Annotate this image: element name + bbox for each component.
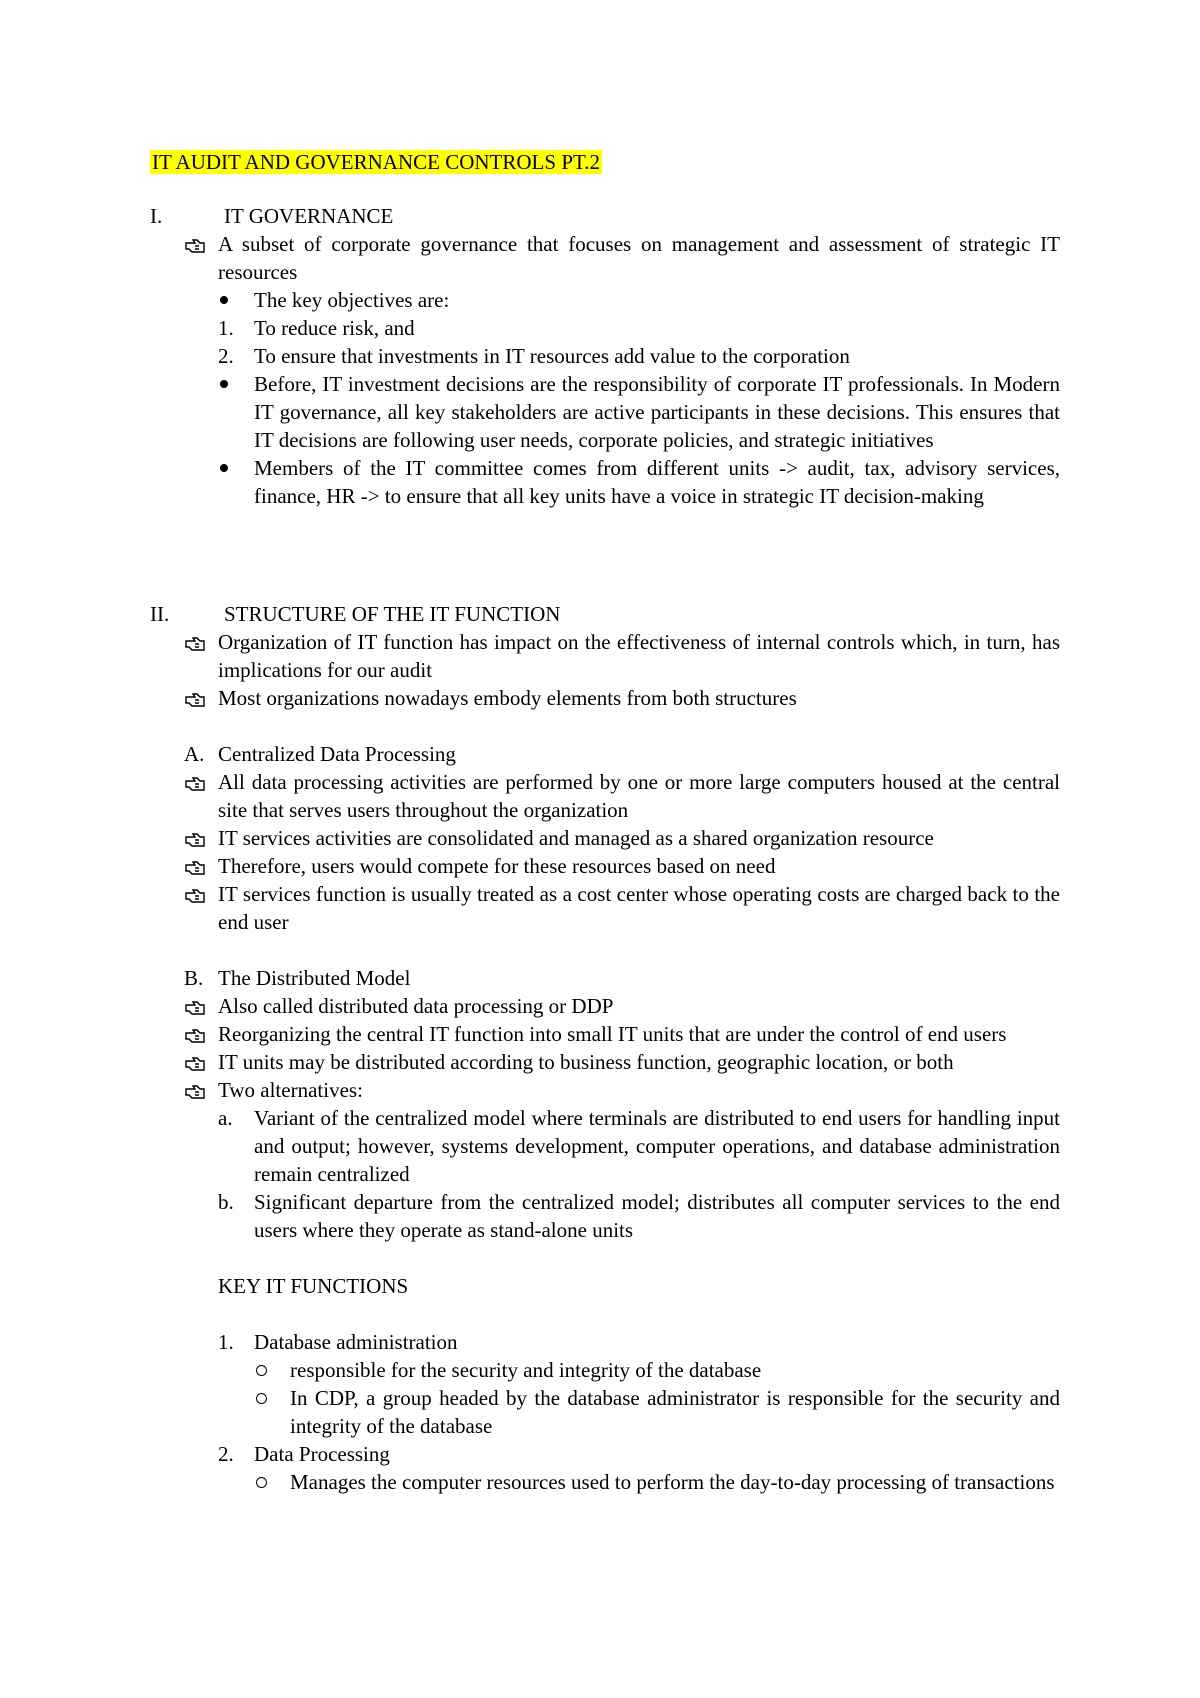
pointing-hand-icon [184,998,206,1016]
pointing-item [184,992,1060,1020]
bullet-item [218,370,1060,454]
pointing-hand-icon [184,1054,206,1072]
section-structure-it-function [150,600,1060,1496]
item-text: Therefore, users would compete for these resources based on need [218,854,776,878]
pointing-item [184,768,1060,824]
pointing-item [184,230,1060,286]
section-number: I. [150,204,163,228]
item-text: In CDP, a group headed by the database administrator is responsible for the security and integrity of the database [290,1386,1060,1438]
subsection-letter: A. [184,742,205,766]
item-text: Most organizations nowadays embody elements from both structures [218,686,797,710]
subsection-heading [184,964,1060,992]
pointing-hand-icon [184,1026,206,1044]
bullet-item [218,286,1060,314]
document-title: IT AUDIT AND GOVERNANCE CONTROLS PT.2 [152,150,601,174]
pointing-hand-icon [184,774,206,792]
subsection-title: Centralized Data Processing [218,742,456,766]
bullet-icon [220,464,228,472]
pointing-item [184,824,1060,852]
lettered-item [218,1104,1060,1188]
pointing-hand-icon [184,858,206,876]
item-text: Also called distributed data processing or DDP [218,994,614,1018]
title-line [150,148,602,176]
item-letter: a. [218,1106,233,1130]
pointing-hand-icon [184,830,206,848]
item-text: All data processing activities are performed by one or more large computers housed at the central site that serves users throughout the organization [218,770,1060,822]
section-title: STRUCTURE OF THE IT FUNCTION [224,602,561,626]
item-text: responsible for the security and integrity of the database [290,1358,762,1382]
item-text: IT services activities are consolidated and managed as a shared organization resource [218,826,934,850]
item-text: A subset of corporate governance that focuses on management and assessment of strategic IT resources [218,232,1060,284]
item-number: 1. [218,316,234,340]
section-number: II. [150,602,170,626]
pointing-hand-icon [184,236,206,254]
item-text: To ensure that investments in IT resources add value to the corporation [254,344,850,368]
lettered-item [218,1188,1060,1244]
subsection-title: The Distributed Model [218,966,411,990]
item-text: The key objectives are: [254,288,450,312]
pointing-item [184,684,1060,712]
numbered-item [218,1328,1060,1356]
bullet-icon [220,380,228,388]
pointing-hand-icon [184,634,206,652]
item-text: IT units may be distributed according to business function, geographic location, or both [218,1050,954,1074]
item-number: 2. [218,344,234,368]
section-heading [150,600,1060,628]
item-letter: b. [218,1190,234,1214]
numbered-item [218,314,1060,342]
item-text: Variant of the centralized model where terminals are distributed to end users for handling input and output; however, systems development, computer operations, and database administration remain centralized [254,1106,1060,1186]
numbered-item [218,1440,1060,1468]
numbered-item [218,342,1060,370]
circle-bullet-item [254,1468,1060,1496]
circle-bullet-icon [256,1365,267,1376]
item-text: IT services function is usually treated as a cost center whose operating costs are charged back to the end user [218,882,1060,934]
pointing-item [184,1076,1060,1104]
pointing-item [184,1048,1060,1076]
key-functions-heading [184,1272,1060,1300]
item-text: Database administration [254,1330,458,1354]
pointing-item [184,628,1060,684]
subsection-letter: B. [184,966,204,990]
item-text: Data Processing [254,1442,390,1466]
circle-bullet-item [254,1356,1060,1384]
item-number: 2. [218,1442,234,1466]
item-number: 1. [218,1330,234,1354]
item-text: Members of the IT committee comes from different units -> audit, tax, advisory services, finance, HR -> to ensure that all key units have a voice in strategic IT decision-making [254,456,1060,508]
item-text: Two alternatives: [218,1078,363,1102]
pointing-item [184,852,1060,880]
item-text: Significant departure from the centralized model; distributes all computer services to the end users where they operate as stand-alone units [254,1190,1060,1242]
section-heading [150,202,1060,230]
circle-bullet-item [254,1384,1060,1440]
pointing-item [184,1020,1060,1048]
circle-bullet-icon [256,1477,267,1488]
bullet-icon [220,296,228,304]
pointing-hand-icon [184,886,206,904]
item-text: To reduce risk, and [254,316,415,340]
bullet-item [218,454,1060,510]
item-text: Before, IT investment decisions are the responsibility of corporate IT professionals. In Modern IT governance, all key stakeholders are active participants in these decisions. This ensures that IT decisions are following user needs, corporate policies, and strategic initiatives [254,372,1060,452]
key-functions-title: KEY IT FUNCTIONS [218,1274,409,1298]
circle-bullet-icon [256,1393,267,1404]
pointing-item [184,880,1060,936]
pointing-hand-icon [184,1082,206,1100]
section-it-governance [150,202,1060,510]
section-title: IT GOVERNANCE [224,204,394,228]
pointing-hand-icon [184,690,206,708]
item-text: Reorganizing the central IT function into small IT units that are under the control of end users [218,1022,1007,1046]
item-text: Organization of IT function has impact on the effectiveness of internal controls which, in turn, has implications for our audit [218,630,1060,682]
item-text: Manages the computer resources used to perform the day-to-day processing of transactions [290,1470,1055,1494]
subsection-heading [184,740,1060,768]
